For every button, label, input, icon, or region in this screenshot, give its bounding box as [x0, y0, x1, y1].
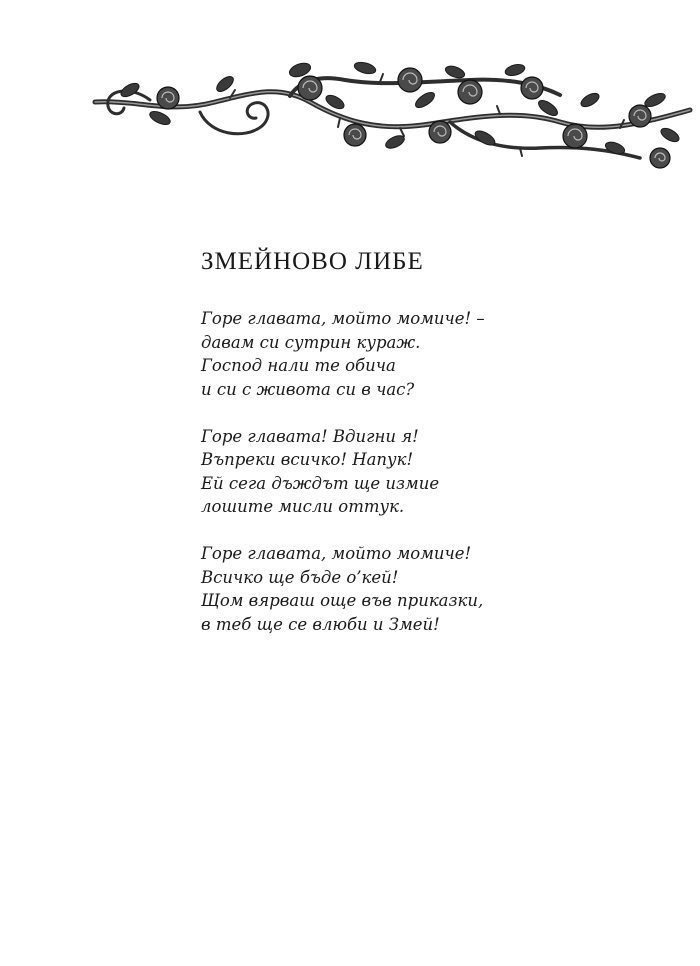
poem-line: Ей сега дъждът ще измие — [201, 473, 440, 493]
poem-title: ЗМЕЙНОВО ЛИБЕ — [201, 248, 424, 275]
poem-line: в теб ще се влюби и Змей! — [201, 614, 440, 634]
poem-line: Горе главата, мойто момиче! – — [201, 309, 485, 328]
poem-line: Щом вярваш още във приказки, — [201, 591, 484, 610]
poem-line: Горе главата, мойто момиче! — [201, 544, 472, 563]
poem-line: Господ нали те обича — [201, 356, 396, 375]
stanza-1 — [201, 307, 485, 401]
rose-vine-ornament — [0, 40, 700, 180]
stanza-2 — [201, 425, 485, 519]
poem-body — [201, 307, 485, 660]
poem-line: лошите мисли оттук. — [201, 497, 405, 516]
poem-line: и си с живота си в час? — [201, 379, 415, 399]
poem-line: Въпреки всичко! Напук! — [201, 450, 414, 469]
poem-line: давам си сутрин кураж. — [201, 332, 421, 352]
stanza-3 — [201, 542, 485, 636]
poem-line: Горе главата! Вдигни я! — [201, 426, 419, 446]
poem-line: Всичко ще бъде о’кей! — [201, 567, 399, 587]
